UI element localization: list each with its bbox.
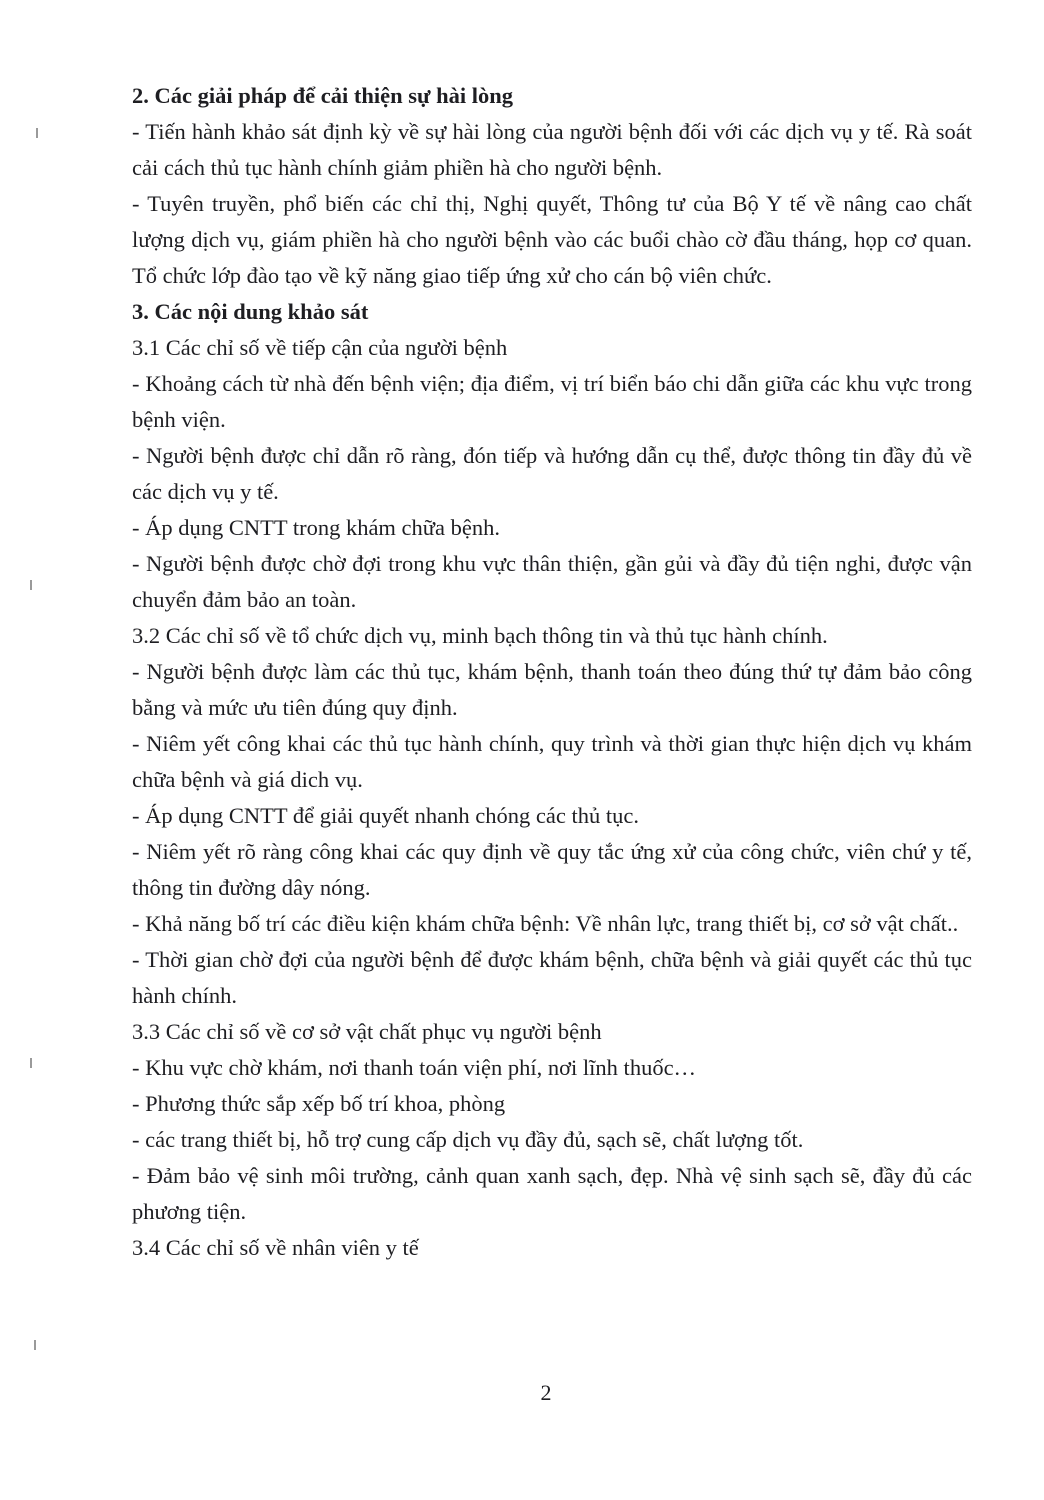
list-item: - Áp dụng CNTT trong khám chữa bệnh.: [132, 515, 500, 540]
subsection-title: 3.3 Các chỉ số về cơ sở vật chất phục vụ người bệnh: [132, 1019, 602, 1044]
list-item: - Người bệnh được chờ đợi trong khu vực thân thiện, gần gủi và đầy đủ tiện nghi, được vận chuyển đảm bảo an toàn.: [132, 551, 972, 612]
scan-mark: [36, 128, 38, 138]
document-body: [132, 78, 972, 1266]
section-heading: 2. Các giải pháp để cải thiện sự hài lòng: [132, 83, 514, 108]
list-item: - Khu vực chờ khám, nơi thanh toán viện phí, nơi lĩnh thuốc…: [132, 1055, 697, 1080]
list-item: - Khoảng cách từ nhà đến bệnh viện; địa điểm, vị trí biển báo chi dẫn giữa các khu vực trong bệnh viện.: [132, 371, 972, 432]
list-item: - Đảm bảo vệ sinh môi trường, cảnh quan xanh sạch, đẹp. Nhà vệ sinh sạch sẽ, đầy đủ các phương tiện.: [132, 1163, 972, 1224]
list-item: - Khả năng bố trí các điều kiện khám chữa bệnh: Về nhân lực, trang thiết bị, cơ sở vật chất..: [132, 911, 959, 936]
section-heading: 3. Các nội dung khảo sát: [132, 299, 369, 324]
scan-mark: [30, 580, 32, 590]
list-item: - Phương thức sắp xếp bố trí khoa, phòng: [132, 1091, 506, 1116]
subsection-title: 3.2 Các chỉ số về tổ chức dịch vụ, minh bạch thông tin và thủ tục hành chính.: [132, 623, 828, 648]
list-item: - Niêm yết rõ ràng công khai các quy định về quy tắc ứng xử của công chức, viên chứ y tế, thông tin đường dây nóng.: [132, 839, 972, 900]
paragraph: - Tiến hành khảo sát định kỳ về sự hài lòng của người bệnh đối với các dịch vụ y tế. Rà soát cải cách thủ tục hành chính giảm phiền hà cho người bệnh.: [132, 119, 972, 180]
subsection-title: 3.1 Các chỉ số về tiếp cận của người bệnh: [132, 335, 508, 360]
list-item: - Người bệnh được chỉ dẫn rõ ràng, đón tiếp và hướng dẫn cụ thể, được thông tin đầy đủ về các dịch vụ y tế.: [132, 443, 972, 504]
scan-mark: [34, 1340, 36, 1350]
list-item: - Thời gian chờ đợi của người bệnh để được khám bệnh, chữa bệnh và giải quyết các thủ tục hành chính.: [132, 947, 972, 1008]
paragraph: - Tuyên truyền, phổ biến các chỉ thị, Nghị quyết, Thông tư của Bộ Y tế về nâng cao chất lượng dịch vụ, giám phiền hà cho người bệnh vào các buổi chào cờ đầu tháng, họp cơ quan. Tổ chức lớp đào tạo về kỹ năng giao tiếp ứng xử cho cán bộ viên chức.: [132, 191, 972, 288]
subsection-title: 3.4 Các chỉ số về nhân viên y tế: [132, 1235, 419, 1260]
list-item: - các trang thiết bị, hỗ trợ cung cấp dịch vụ đầy đủ, sạch sẽ, chất lượng tốt.: [132, 1127, 804, 1152]
page-number: 2: [540, 1380, 552, 1405]
list-item: - Người bệnh được làm các thủ tục, khám bệnh, thanh toán theo đúng thứ tự đảm bảo công bằng và mức ưu tiên đúng quy định.: [132, 659, 972, 720]
scan-mark: [30, 1058, 32, 1068]
list-item: - Áp dụng CNTT để giải quyết nhanh chóng các thủ tục.: [132, 803, 639, 828]
list-item: - Niêm yết công khai các thủ tục hành chính, quy trình và thời gian thực hiện dịch vụ khám chữa bệnh và giá dich vụ.: [132, 731, 972, 792]
